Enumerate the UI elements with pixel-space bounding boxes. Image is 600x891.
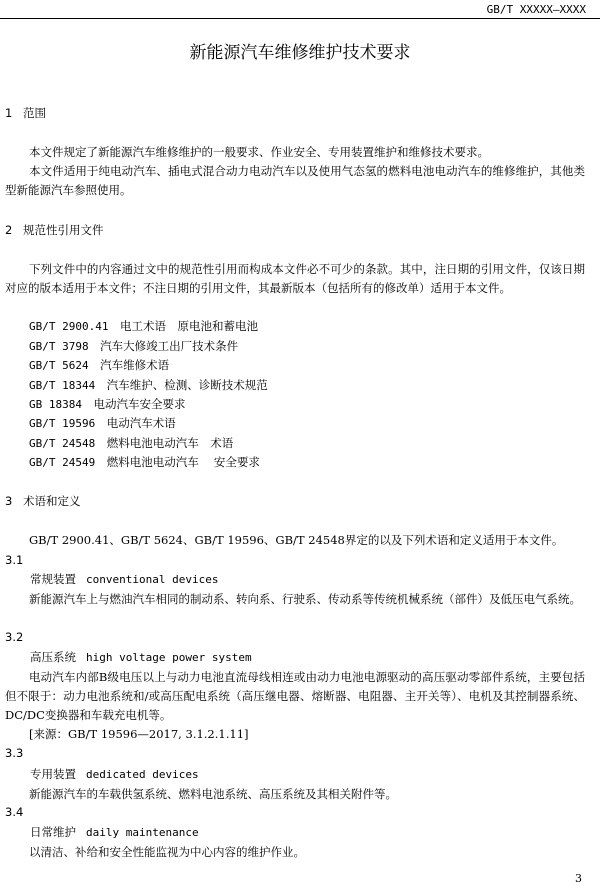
section-title: 术语和定义 bbox=[23, 494, 81, 508]
term-number: 3.3 bbox=[5, 746, 24, 760]
section-1-paragraph-1: 本文件规定了新能源汽车维修维护的一般要求、作业安全、专用装置维护和维修技术要求。 bbox=[29, 145, 489, 159]
section-number: 3 bbox=[5, 494, 13, 508]
section-1-heading bbox=[5, 105, 46, 121]
term-heading: 常规装置 conventional devices bbox=[30, 572, 219, 586]
reference-item: GB 18384 电动汽车安全要求 bbox=[29, 397, 186, 411]
section-3-heading bbox=[5, 493, 81, 509]
reference-item: GB/T 3798 汽车大修竣工出厂技术条件 bbox=[29, 339, 239, 353]
term-definition: 新能源汽车的车载供氢系统、燃料电池系统、高压系统及其相关附件等。 bbox=[29, 787, 397, 801]
section-3-intro: GB/T 2900.41、GB/T 5624、GB/T 19596、GB/T 24548界定的以及下列术语和定义适用于本文件。 bbox=[29, 533, 564, 547]
reference-item: GB/T 5624 汽车维修术语 bbox=[29, 358, 170, 372]
section-1-paragraph-2: 本文件适用于纯电动汽车、插电式混合动力电动汽车以及使用气态氢的燃料电池电动汽车的维修维护，其他类型新能源汽车参照使用。 bbox=[5, 164, 585, 197]
page-title: 新能源汽车维修维护技术要求 bbox=[189, 43, 411, 63]
term-definition: 新能源汽车上与燃油汽车相同的制动系、转向系、行驶系、传动系等传统机械系统（部件）及低压电气系统。 bbox=[29, 592, 581, 606]
term-heading: 日常维护 daily maintenance bbox=[30, 825, 199, 839]
term-definition: 电动汽车内部B级电压以上与动力电池直流母线相连或由动力电池电源驱动的高压驱动零部件系统，主要包括但不限于：动力电池系统和/或高压配电系统（高压继电器、熔断器、电阻器、主开关等）、电机及其控制器系统、DC/DC变换器和车载充电机等。 bbox=[5, 670, 585, 722]
reference-item: GB/T 24548 燃料电池电动汽车 术语 bbox=[29, 436, 234, 450]
document-code: GB/T XXXXX—XXXX bbox=[486, 3, 586, 16]
page-number: 3 bbox=[575, 872, 582, 885]
reference-item: GB/T 18344 汽车维护、检测、诊断技术规范 bbox=[29, 378, 268, 392]
reference-item: GB/T 19596 电动汽车术语 bbox=[29, 416, 176, 430]
reference-item: GB/T 2900.41 电工术语 原电池和蓄电池 bbox=[29, 319, 258, 333]
section-2-intro: 下列文件中的内容通过文中的规范性引用而构成本文件必不可少的条款。其中，注日期的引用文件，仅该日期对应的版本适用于本文件；不注日期的引用文件，其最新版本（包括所有的修改单）适用于本文件。 bbox=[5, 262, 585, 295]
section-title: 范围 bbox=[23, 106, 46, 120]
section-title: 规范性引用文件 bbox=[23, 223, 104, 237]
section-number: 2 bbox=[5, 223, 13, 237]
term-heading: 高压系统 high voltage power system bbox=[30, 650, 252, 664]
header-rule bbox=[0, 18, 600, 19]
term-number: 3.4 bbox=[5, 805, 24, 819]
section-2-heading bbox=[5, 222, 104, 238]
reference-item: GB/T 24549 燃料电池电动汽车 安全要求 bbox=[29, 455, 260, 469]
term-definition: 以清洁、补给和安全性能监视为中心内容的维护作业。 bbox=[29, 845, 305, 859]
term-number: 3.1 bbox=[5, 553, 24, 567]
term-heading: 专用装置 dedicated devices bbox=[30, 767, 199, 781]
term-number: 3.2 bbox=[5, 630, 24, 644]
term-source: [来源：GB/T 19596—2017, 3.1.2.1.11] bbox=[29, 727, 249, 741]
section-number: 1 bbox=[5, 106, 13, 120]
